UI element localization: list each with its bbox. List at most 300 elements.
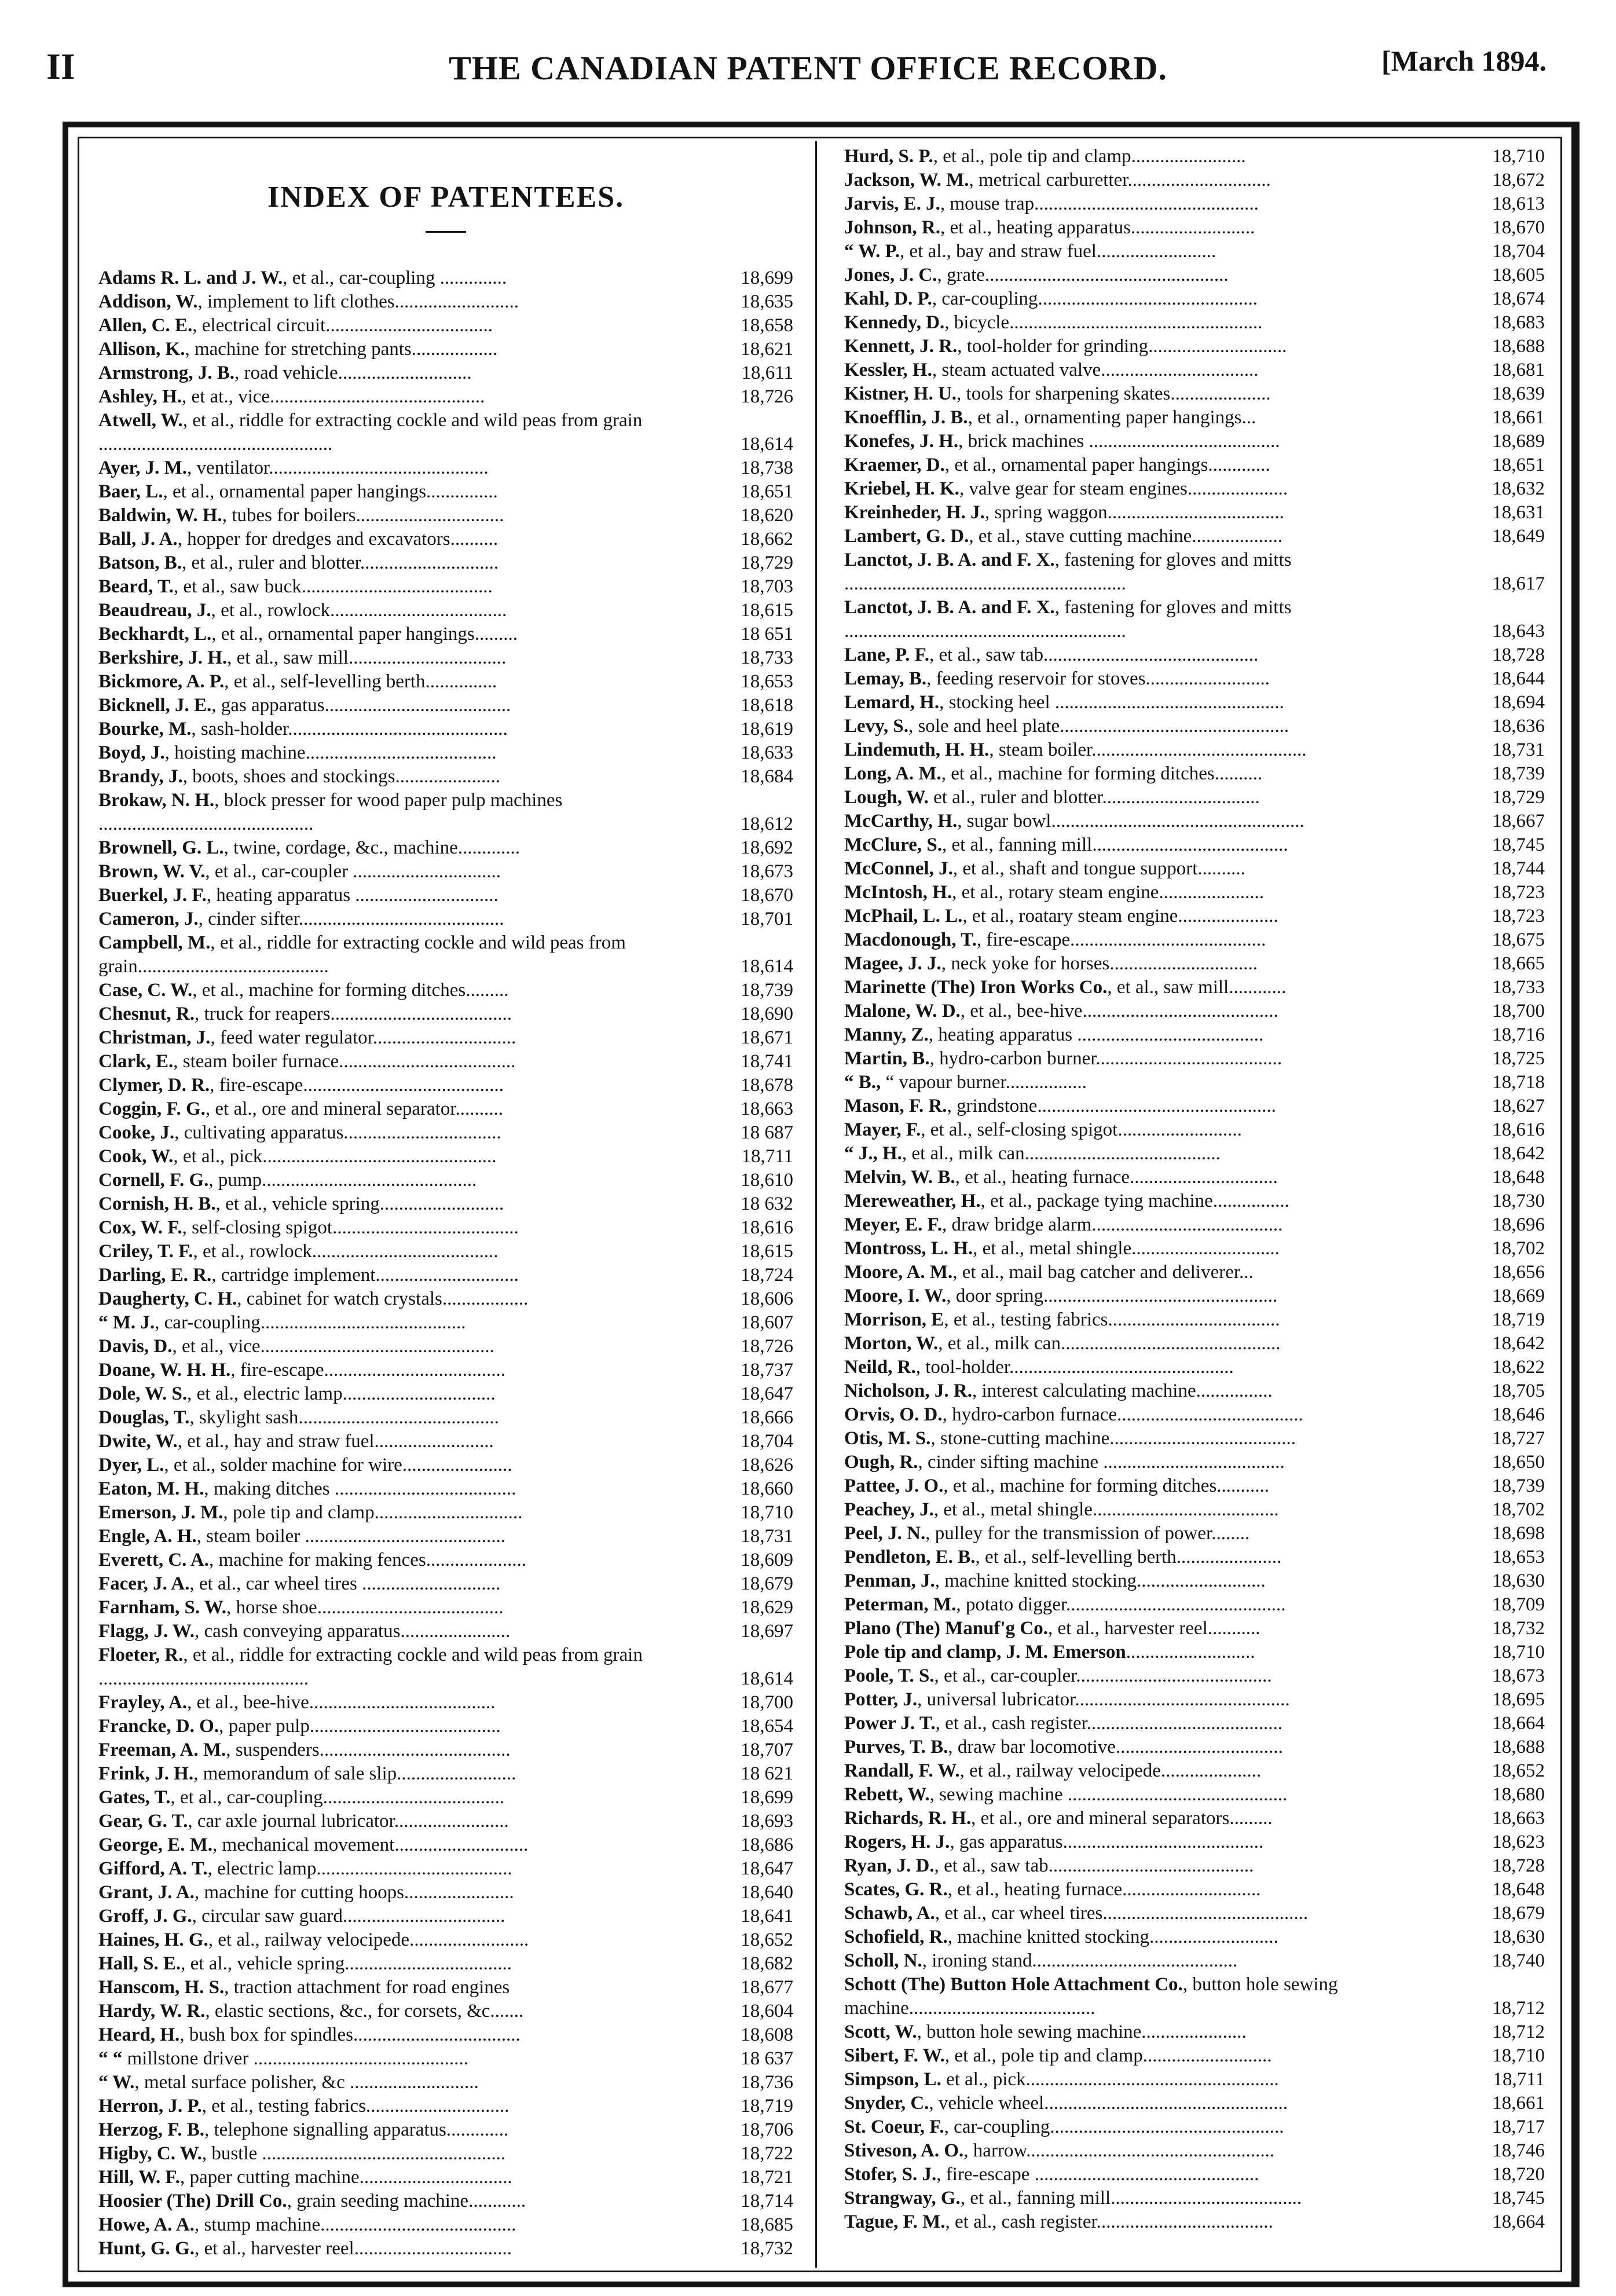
invention-description: , self-closing spigot....................................... [182,1217,519,1238]
patentee-name: Ball, J. A. [98,529,178,550]
patentee-name: “ B., [844,1072,881,1093]
invention-description: , grindstone.................................................. [947,1096,1276,1116]
patent-number: 18,700 [741,1692,793,1713]
invention-description: , telephone signalling apparatus............. [204,2119,509,2140]
column-divider [815,141,817,2268]
patent-number: 18,710 [1492,1642,1545,1663]
patentee-name: Macdonough, T. [844,929,977,950]
patent-number: 18,644 [1492,668,1545,689]
index-entry [98,551,793,575]
index-entry [98,338,793,361]
patentee-name: Lane, P. F. [844,645,930,665]
patentee-name: Kistner, H. U. [844,383,957,404]
patentee-name: “ J., H. [844,1143,902,1164]
patentee-name: Howe, A. A. [98,2214,195,2235]
invention-description: , suspenders........................................ [226,1740,511,1760]
invention-description: , feed water regulator.............................. [210,1027,516,1048]
index-entry [98,1620,793,1643]
patentee-name: Power J. T. [844,1713,936,1734]
patentee-name: Hardy, W. R. [98,2001,206,2022]
patent-number: 18,739 [1492,1475,1545,1496]
invention-description: , grain seeding machine............ [287,2191,526,2211]
patent-number: 18,705 [1492,1380,1545,1401]
patentee-name: Morton, W. [844,1333,939,1354]
patentee-name: Scholl, N. [844,1950,922,1971]
patent-number: 18,652 [741,1929,793,1950]
invention-description: , et al., saw tab........................................... [934,1855,1254,1876]
invention-description: , steam boiler .......................................... [196,1526,506,1547]
patent-number: 18,738 [741,457,793,478]
patent-number: 18,685 [741,2214,793,2235]
patent-number: 18,690 [741,1004,793,1024]
patent-number: 18,722 [741,2143,793,2164]
invention-description: , block presser for wood paper pulp machines ............................................. [98,790,563,834]
patentee-name: Herzog, F. B. [98,2119,204,2140]
invention-description: , bustle ................................................... [201,2143,506,2164]
patent-number: 18,664 [1492,2211,1545,2232]
index-entry [844,2187,1545,2210]
patent-number: 18,712 [1492,2022,1545,2042]
patent-number: 18,720 [1492,2164,1545,2185]
patentee-name: Brownell, G. L. [98,837,224,858]
patent-number: 18,717 [1492,2116,1545,2137]
invention-description: , et al., testing fabrics.............................. [201,2096,510,2116]
patentee-name: Melvin, W. B. [844,1167,955,1188]
patent-number: 18,730 [1492,1191,1545,1211]
patent-number: 18,716 [1492,1024,1545,1045]
patentee-name: Jarvis, E. J. [844,193,940,214]
invention-description: , et al., machine for forming ditches........... [943,1475,1270,1496]
index-entry [98,361,793,385]
patent-number: 18,616 [741,1217,793,1238]
left-column [98,168,793,2261]
patent-number: 18,678 [741,1075,793,1096]
index-entry [98,2166,793,2189]
invention-description: , et al., ore and mineral separators......... [971,1808,1273,1829]
patentee-name: Malone, W. D. [844,1001,961,1021]
index-entry [98,1002,793,1026]
patent-number: 18,728 [1492,1855,1545,1876]
patent-number: 18,723 [1492,906,1545,927]
index-entry [844,1189,1545,1213]
index-entry [98,2142,793,2166]
patentee-name: Campbell, M. [98,932,211,953]
patentee-name: Atwell, W. [98,410,183,431]
index-entry [844,1925,1545,1949]
invention-description: , et al., self-levelling berth...................... [975,1547,1282,1568]
invention-description: , sugar bowl..................................................... [957,811,1304,832]
index-entry [844,833,1545,857]
patent-number: 18,651 [1492,455,1545,475]
index-entry [844,715,1545,738]
patentee-name: Scates, G. R. [844,1879,948,1900]
invention-description: , cartridge implement.............................. [211,1265,519,1286]
patentee-name: Gates, T. [98,1787,171,1808]
patentee-name: Frayley, A. [98,1692,188,1713]
patent-number: 18,674 [1492,288,1545,309]
index-entry [98,1311,793,1335]
index-entry [844,905,1545,928]
invention-description: , ironing stand........................................... [922,1950,1238,1971]
patentee-name: Long, A. M. [844,763,941,784]
invention-description: , hydro-carbon furnace....................................... [942,1404,1303,1425]
patentee-name: Kessler, H. [844,360,932,380]
patentee-name: Brown, W. V. [98,861,206,882]
patent-number: 18,684 [741,766,793,787]
index-entry [844,643,1545,667]
patentee-name: Lindemuth, H. H. [844,739,990,760]
patent-number: 18,732 [1492,1618,1545,1639]
index-entry [844,786,1545,810]
index-entry [844,1973,1545,2020]
patentee-name: Stofer, S. J. [844,2164,937,2185]
invention-description: , tool-holder for grinding............................. [957,336,1287,357]
patent-number: 18,704 [1492,241,1545,262]
invention-description: , bush box for spindles................................... [179,2024,521,2045]
invention-description: , et al., harvester reel........... [1048,1618,1260,1639]
invention-description: , harrow.................................................... [963,2140,1275,2161]
index-entry [98,1050,793,1074]
patentee-name: Flagg, J. W. [98,1621,195,1642]
invention-description: , stone-cutting machine....................................... [930,1428,1296,1449]
left-entry-list [98,266,793,2261]
index-entry [98,2237,793,2261]
patent-number: 18,728 [1492,645,1545,665]
index-entry [98,1240,793,1264]
index-entry [98,1881,793,1905]
patentee-name: Levy, S. [844,716,908,737]
index-entry [844,1474,1545,1498]
patent-number: 18,629 [741,1597,793,1618]
invention-description: , vehicle wheel................................................... [929,2093,1288,2114]
patent-number: 18,679 [1492,1903,1545,1924]
patent-number: 18,696 [1492,1214,1545,1235]
patentee-name: Brandy, J. [98,766,183,787]
invention-description: , et al., car wheel tires ............................. [189,1573,501,1594]
index-entry [98,2118,793,2142]
index-entry [844,2139,1545,2163]
invention-description: , et al., machine for forming ditches......... [192,980,509,1001]
patent-number: 18,671 [741,1027,793,1048]
invention-description: , et al., self-closing spigot.......................... [921,1119,1242,1140]
index-entry [98,907,793,931]
patent-number: 18,632 [1492,478,1545,499]
invention-description: , et al., railway velocipede......................... [208,1929,529,1950]
invention-description: , et al., ornamenting paper hangings... [968,407,1256,428]
index-entry [98,528,793,551]
patent-number: 18,642 [1492,1143,1545,1164]
patent-number: 18,688 [1492,1737,1545,1757]
invention-description: , fire-escape ............................................... [936,2164,1259,2185]
index-entry [98,1572,793,1596]
patentee-name: Dwite, W. [98,1431,178,1452]
index-entry [98,2000,793,2023]
index-entry [844,216,1545,240]
index-entry [844,596,1545,643]
index-entry [844,1213,1545,1237]
invention-description: , hopper for dredges and excavators.......... [177,529,499,550]
patentee-name: Bourke, M. [98,719,192,739]
invention-description: , door spring................................................. [946,1286,1278,1306]
patent-number: 18 651 [741,624,793,645]
patent-number: 18,703 [741,576,793,597]
title-rule [426,231,466,233]
index-entry [844,2115,1545,2139]
index-entry [844,1142,1545,1166]
invention-description: , et al., riddle for extracting cockle and wild peas from grain ............................................ [98,1645,643,1689]
index-entry [98,1928,793,1952]
patent-number: 18,745 [1492,2188,1545,2209]
index-entry [844,240,1545,263]
patentee-name: Kriebel, H. K. [844,478,959,499]
invention-description: , road vehicle............................ [234,362,472,383]
patentee-name: Adams R. L. and J. W. [98,268,283,288]
index-entry [844,1166,1545,1189]
index-entry [98,2047,793,2071]
index-entry [844,928,1545,952]
patent-number: 18,630 [1492,1570,1545,1591]
index-entry [98,1097,793,1121]
patentee-name: Armstrong, J. B. [98,362,234,383]
index-entry [98,1596,793,1620]
invention-description: , et al., riddle for extracting cockle and wild peas from grain ................................................. [98,410,643,455]
invention-description: , car-coupling.............................................. [932,288,1258,309]
index-entry [98,385,793,409]
invention-description: , memorandum of sale slip......................... [193,1763,516,1784]
index-entry [844,1783,1545,1807]
invention-description: , et al., electric lamp................................ [187,1383,496,1404]
index-entry [98,836,793,860]
patent-number: 18,608 [741,2024,793,2045]
invention-description: , metrical carburetter.............................. [969,170,1271,191]
invention-description: , et al., milk can......................................... [902,1143,1221,1164]
patent-number: 18,746 [1492,2140,1545,2161]
patentee-name: Darling, E. R. [98,1265,212,1286]
patentee-name: Clymer, D. R. [98,1075,210,1096]
patent-number: 18,741 [741,1051,793,1072]
invention-description: , et al., bee-hive....................................... [187,1692,496,1713]
invention-description: , steam boiler furnace..................................... [173,1051,516,1072]
index-entry [844,263,1545,287]
patent-number: 18,652 [1492,1760,1545,1781]
index-entry [98,575,793,599]
patent-number: 18,721 [741,2167,793,2188]
patent-number: 18,613 [1492,193,1545,214]
index-entry [98,1287,793,1311]
index-entry [844,881,1545,905]
patent-number: 18,701 [741,909,793,929]
patentee-name: Davis, D. [98,1336,173,1357]
index-entry [844,1071,1545,1094]
publication-title: THE CANADIAN PATENT OFFICE RECORD. [449,49,1167,87]
index-entry [844,311,1545,335]
patentee-name: Schawb, A. [844,1903,935,1924]
patentee-name: Frink, J. H. [98,1763,194,1784]
invention-description: , skylight sash.......................................... [189,1407,499,1428]
patent-number: 18,677 [741,1977,793,1998]
invention-description: , implement to lift clothes.......................... [197,291,519,312]
patentee-name: Lambert, G. D. [844,526,969,547]
patent-number: 18,621 [741,339,793,360]
invention-description: , steam boiler............................................. [989,739,1307,760]
patentee-name: Penman, J. [844,1570,935,1591]
patentee-name: Gifford, A. T. [98,1858,208,1879]
index-entry [98,1762,793,1786]
invention-description: , ventilator.............................................. [187,457,489,478]
invention-description: , sole and heel plate................................................ [908,716,1289,737]
patent-number: 18,662 [741,529,793,550]
invention-description: , et al., cash register..................................... [945,2211,1273,2232]
patentee-name: Lemard, H. [844,692,940,713]
invention-description: , cinder sifter........................................... [198,909,504,929]
patentee-name: Meyer, E. F. [844,1214,942,1235]
invention-description: , et al., rowlock..................................... [211,600,507,621]
patent-number: 18,695 [1492,1689,1545,1710]
index-entry [98,979,793,1002]
patentee-name: Plano (The) Manuf'g Co. [844,1618,1049,1639]
patent-number: 18,633 [741,742,793,763]
patentee-name: McClure, S. [844,834,942,855]
patent-number: 18,607 [741,1312,793,1333]
invention-description: , tool-holder............................................... [915,1357,1234,1378]
patentee-name: “ W. P. [844,241,900,262]
patentee-name: Hoosier (The) Drill Co. [98,2191,287,2211]
index-entry [98,2213,793,2237]
patent-number: 18,656 [1492,1262,1545,1283]
patent-number: 18,737 [741,1360,793,1380]
invention-description: , paper cutting machine................................ [179,2167,512,2188]
patentee-name: McIntosh, H. [844,882,952,903]
invention-description: , mechanical movement............................ [212,1834,529,1855]
index-entry [844,1332,1545,1356]
patentee-name: Cox, W. F. [98,1217,182,1238]
patent-number: 18,620 [741,505,793,526]
index-entry [844,810,1545,833]
patent-number: 18,707 [741,1740,793,1760]
patentee-name: Heard, H. [98,2024,180,2045]
patentee-name: Dyer, L. [98,1455,164,1475]
patentee-name: Clark, E. [98,1051,174,1072]
invention-description: , et al., mail bag catcher and deliverer... [952,1262,1254,1283]
invention-description: , et al., stave cutting machine................... [969,526,1283,547]
patent-number: 18,619 [741,719,793,739]
patent-number: 18 621 [741,1763,793,1784]
invention-description: , gas apparatus.......................................... [950,1832,1264,1852]
invention-description: , et al., harvester reel................................. [194,2238,512,2259]
patentee-name: Lanctot, J. B. A. and F. X. [844,550,1055,570]
patent-number: 18,726 [741,1336,793,1357]
patentee-name: Berkshire, J. H. [98,647,228,668]
patent-number: 18,614 [741,956,793,977]
patent-number: 18,700 [1492,1001,1545,1021]
patent-number: 18,675 [1492,929,1545,950]
patentee-name: Ayer, J. M. [98,457,188,478]
patentee-name: Allen, C. E. [98,315,193,336]
patent-number: 18,626 [741,1455,793,1475]
index-entry [98,266,793,290]
index-entry [98,1382,793,1406]
patentee-name: Rebett, W. [844,1784,930,1805]
patent-number: 18,605 [1492,265,1545,285]
patentee-name: Beckhardt, L. [98,624,212,645]
patentee-name: “ “ [98,2048,123,2069]
invention-description: , draw bridge alarm........................................ [941,1214,1283,1235]
patent-number: 18,658 [741,315,793,336]
invention-description: , machine for stretching pants.................. [185,339,498,360]
patent-number: 18,666 [741,1407,793,1428]
invention-description: , button hole sewing machine....................................... [844,1974,1338,2019]
patent-number: 18,727 [1492,1428,1545,1449]
invention-description: , et al., saw buck........................................ [173,576,493,597]
patent-number: 18,606 [741,1288,793,1309]
patent-number: 18,642 [1492,1333,1545,1354]
index-entry [844,1688,1545,1712]
patentee-name: Schott (The) Button Hole Attachment Co. [844,1974,1183,1995]
index-entry [98,456,793,480]
patent-number: 18,661 [1492,2093,1545,2114]
index-entry [844,976,1545,999]
patent-number: 18,733 [1492,977,1545,998]
invention-description: , et al., pick................................................. [173,1146,497,1167]
index-entry [98,1406,793,1430]
patent-number: 18 637 [741,2048,793,2069]
invention-description: , cultivating apparatus................................. [174,1122,501,1143]
patentee-name: Moore, A. M. [844,1262,953,1283]
patentee-name: Jones, J. C. [844,265,937,285]
patent-number: 18,712 [1492,1998,1545,2019]
invention-description: , tubes for boilers............................... [222,505,504,526]
index-entry [98,884,793,907]
index-entry [844,1759,1545,1783]
patentee-name: Pole tip and clamp, J. M. Emerson [844,1642,1126,1663]
index-entry [844,1118,1545,1142]
patentee-name: Grant, J. A. [98,1882,195,1903]
invention-description: , et al., ornamental paper hangings............. [944,455,1270,475]
patent-number: 18,663 [741,1098,793,1119]
index-entry [844,1237,1545,1261]
invention-description: , et al., railway velocipede..................... [959,1760,1262,1781]
patent-number: 18,630 [1492,1927,1545,1947]
index-entry [844,762,1545,786]
invention-description: , et al., fanning mill......................................... [941,834,1288,855]
index-entry [98,2023,793,2047]
invention-description: , et al., testing fabrics.................................... [944,1309,1280,1330]
index-entry [98,1715,793,1738]
patentee-name: “ W. [98,2072,135,2093]
patentee-name: Peterman, M. [844,1594,957,1615]
patentee-name: Magee, J. J. [844,953,941,974]
invention-description: , et al., vice................................................. [172,1336,494,1357]
invention-description: , neck yoke for horses............................... [941,953,1258,974]
invention-description: , fire-escape...................................... [230,1360,506,1380]
patentee-name: Coggin, F. G. [98,1098,206,1119]
invention-description: , elastic sections, &c., for corsets, &c....... [205,2001,524,2022]
index-entry [98,1121,793,1145]
patent-number: 18,702 [1492,1238,1545,1259]
invention-description: , car axle journal lubricator........................ [188,1811,509,1832]
patent-number: 18,612 [741,814,793,834]
index-entry [844,1807,1545,1830]
patent-number: 18,661 [1492,407,1545,428]
patent-number: 18,739 [1492,763,1545,784]
patent-number: 18,610 [741,1170,793,1191]
patentee-name: Schofield, R. [844,1927,948,1947]
invention-description: , bicycle..................................................... [944,312,1263,333]
index-entry [844,1047,1545,1071]
patentee-name: Case, C. W. [98,980,193,1001]
patentee-name: Mason, F. R. [844,1096,947,1116]
patentee-name: George, E. M. [98,1834,213,1855]
